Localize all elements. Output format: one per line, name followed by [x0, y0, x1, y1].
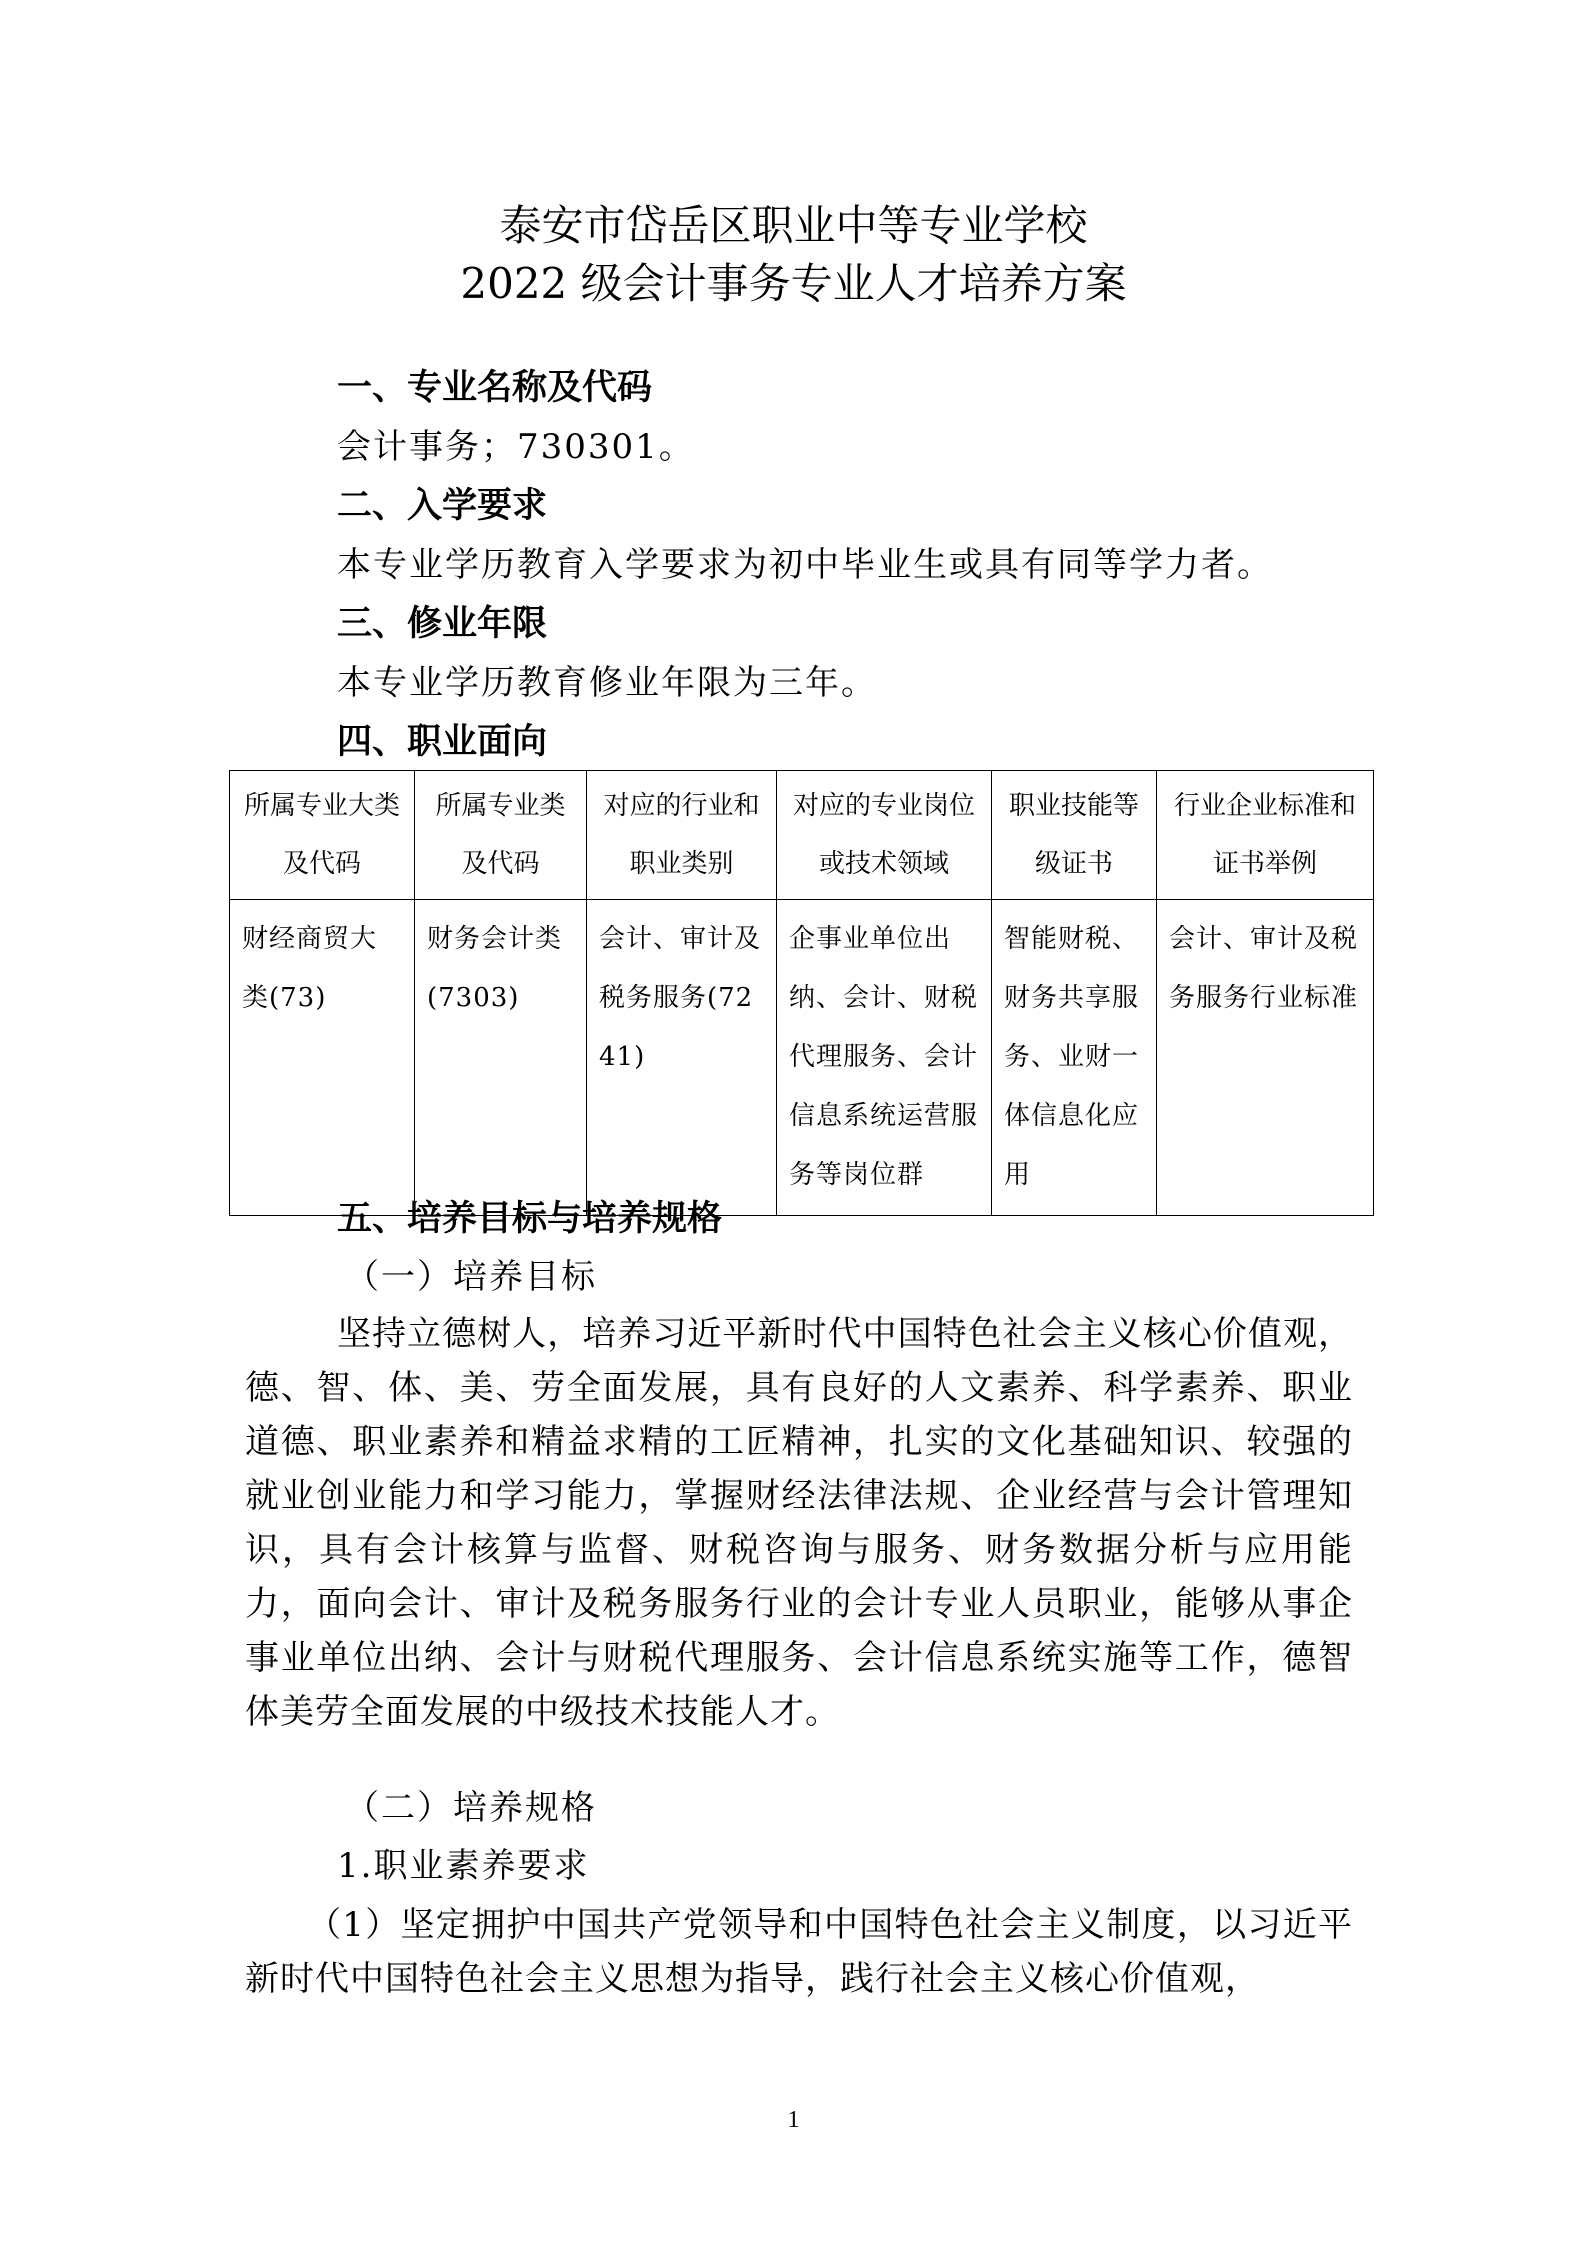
table-cell: 会计、审计及税务服务行业标准 [1157, 900, 1374, 1216]
table-header-cell: 所属专业类及代码 [415, 771, 587, 900]
table-header-cell: 职业技能等级证书 [992, 771, 1157, 900]
table-cell: 财务会计类(7303) [415, 900, 587, 1216]
table-header-cell: 对应的专业岗位或技术领域 [777, 771, 992, 900]
duration-text: 本专业学历教育修业年限为三年。 [337, 663, 877, 703]
section-heading-major-name: 一、专业名称及代码 [337, 368, 653, 408]
section-heading-goals-specs: 五、培养目标与培养规格 [337, 1199, 723, 1239]
goals-paragraph: 坚持立德树人，培养习近平新时代中国特色社会主义核心价值观，德、智、体、美、劳全面发展，具有良好的人文素养、科学素养、职业道德、职业素养和精益求精的工匠精神，扎实的文化基础知识、较强的就业创业能力和学习能力，掌握财经法律法规、企业经营与会计管理知识，具有会计核算与监督、财税咨询与服务、财务数据分析与应用能力，面向会计、审计及税务服务行业的会计专业人员职业，能够从事企事业单位出纳、会计与财税代理服务、会计信息系统实施等工作，德智体美劳全面发展的中级技术技能人才。 [245, 1314, 1353, 1732]
section-heading-admission: 二、入学要求 [337, 486, 548, 526]
spec-item-1-paragraph: （1）坚定拥护中国共产党领导和中国特色社会主义制度，以习近平新时代中国特色社会主义思想为指导，践行社会主义核心价值观， [245, 1905, 1353, 1999]
section-heading-career: 四、职业面向 [337, 722, 548, 762]
table-cell: 会计、审计及税务服务(7241) [587, 900, 777, 1216]
table-row [230, 900, 1374, 1216]
table-cell: 财经商贸大类(73) [230, 900, 415, 1216]
section-heading-duration: 三、修业年限 [337, 604, 548, 644]
table-header-cell: 对应的行业和职业类别 [587, 771, 777, 900]
spec-subheading-professional-quality: 1.职业素养要求 [337, 1846, 590, 1886]
table-header-cell: 所属专业大类及代码 [230, 771, 415, 900]
admission-text: 本专业学历教育入学要求为初中毕业生或具有同等学力者。 [337, 545, 1273, 585]
table-header-cell: 行业企业标准和证书举例 [1157, 771, 1374, 900]
career-orientation-table [229, 770, 1374, 1216]
table-cell: 智能财税、财务共享服务、业财一体信息化应用 [992, 900, 1157, 1216]
table-header-row [230, 771, 1374, 900]
document-title-line2: 2022 级会计事务专业人才培养方案 [460, 259, 1127, 308]
document-title-line1: 泰安市岱岳区职业中等专业学校 [499, 201, 1088, 250]
subsection-heading-goals: （一）培养目标 [345, 1257, 597, 1297]
table-cell: 企事业单位出纳、会计、财税代理服务、会计信息系统运营服务等岗位群 [777, 900, 992, 1216]
major-name-code-text: 会计事务；730301。 [337, 427, 695, 467]
subsection-heading-specs: （二）培养规格 [345, 1788, 597, 1828]
page-number: 1 [787, 2107, 800, 2133]
